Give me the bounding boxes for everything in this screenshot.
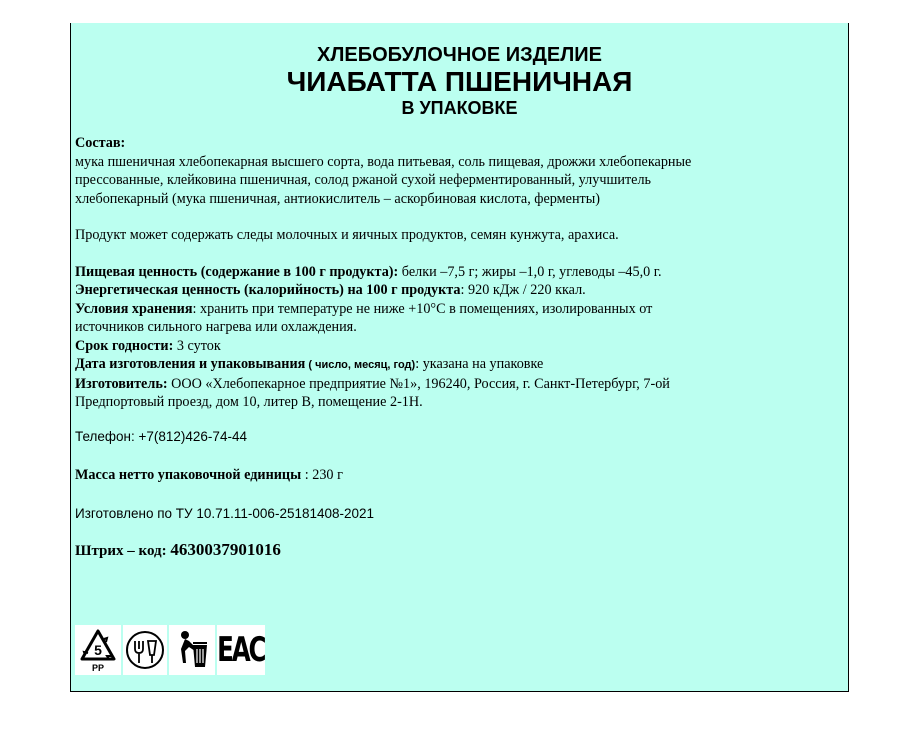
packaging-note: В УПАКОВКЕ bbox=[401, 98, 518, 118]
composition-text-1: мука пшеничная хлебопекарная высшего сорта, вода питьевая, соль пищевая, дрожжи хлебопекарные bbox=[75, 153, 692, 170]
spacer bbox=[75, 446, 840, 466]
spacer bbox=[75, 485, 840, 505]
shelf-life-label: Срок годности: bbox=[75, 337, 174, 354]
allergens-text: Продукт может содержать следы молочных и яичных продуктов, семян кунжута, арахиса. bbox=[75, 227, 619, 243]
net-mass-label: Масса нетто упаковочной единицы bbox=[75, 467, 302, 483]
spacer bbox=[75, 208, 840, 226]
storage-value: : хранить при температуре не ниже +10°С в помещениях, изолированных от bbox=[192, 300, 653, 317]
recycle-pp-icon bbox=[75, 625, 121, 675]
tech-spec: Изготовлено по ТУ 10.71.11-006-25181408-2021 bbox=[75, 505, 375, 521]
manufacture-date-line bbox=[75, 355, 840, 375]
manufacturer-label: Изготовитель: bbox=[75, 375, 168, 392]
manufacture-date-hint: ( число, месяц, год) bbox=[305, 359, 416, 371]
energy-label: Энергетическая ценность (калорийность) на 100 г продукта bbox=[75, 282, 461, 298]
spacer bbox=[75, 245, 840, 263]
product-name: ЧИАБАТТА ПШЕНИЧНАЯ bbox=[286, 66, 633, 97]
manufacturer-line bbox=[75, 375, 840, 394]
barcode-number: 4630037901016 bbox=[170, 540, 281, 559]
manufacture-date-label: Дата изготовления и упаковывания bbox=[75, 356, 306, 372]
phone: Телефон: +7(812)426-74-44 bbox=[75, 428, 247, 444]
product-label bbox=[70, 23, 849, 692]
nutrition-label: Пищевая ценность (содержание в 100 г продукта): bbox=[75, 263, 399, 280]
recycle-number: 5 bbox=[94, 642, 102, 658]
barcode-label: Штрих – код: bbox=[75, 543, 171, 559]
manufacturer-line-2: Предпортовый проезд, дом 10, литер В, помещение 2-1Н. bbox=[75, 394, 423, 410]
net-mass-value: : 230 г bbox=[301, 467, 343, 483]
composition-text-2: прессованные, клейковина пшеничная, солод ржаной сухой неферментированный, улучшитель bbox=[75, 172, 652, 188]
energy-line bbox=[75, 281, 840, 300]
energy-value: : 920 кДж / 220 ккал. bbox=[460, 282, 586, 298]
shelf-life-value: 3 суток bbox=[173, 337, 221, 354]
nutrition-value: белки –7,5 г; жиры –1,0 г, углеводы –45,0 г. bbox=[398, 263, 662, 280]
label-content bbox=[75, 134, 840, 561]
manufacture-date-value: : указана на упаковке bbox=[415, 356, 544, 372]
marking-icons bbox=[75, 621, 265, 675]
eac-mark: ЕАС bbox=[217, 630, 265, 670]
storage-line bbox=[75, 300, 840, 319]
dispose-trash-icon bbox=[169, 625, 215, 675]
food-contact-icon bbox=[123, 625, 167, 675]
shelf-life-line bbox=[75, 337, 840, 356]
nutrition-line bbox=[75, 263, 840, 282]
storage-line-2: источников сильного нагрева или охлаждения. bbox=[75, 319, 357, 335]
recycle-code: PP bbox=[91, 663, 105, 673]
net-mass-line bbox=[75, 466, 840, 485]
spacer bbox=[75, 523, 840, 541]
barcode-line bbox=[75, 541, 840, 561]
composition-label: Состав: bbox=[75, 135, 126, 151]
eac-mark-icon bbox=[217, 625, 265, 675]
product-category: ХЛЕБОБУЛОЧНОЕ ИЗДЕЛИЕ bbox=[317, 44, 602, 66]
storage-label: Условия хранения bbox=[75, 300, 193, 317]
manufacturer-value: ООО «Хлебопекарное предприятие №1», 196240, Россия, г. Санкт-Петербург, 7-ой bbox=[167, 375, 670, 392]
composition-text-3: хлебопекарный (мука пшеничная, антиокислитель – аскорбиновая кислота, ферменты) bbox=[75, 190, 600, 207]
title-block bbox=[71, 43, 848, 119]
spacer bbox=[75, 412, 840, 428]
